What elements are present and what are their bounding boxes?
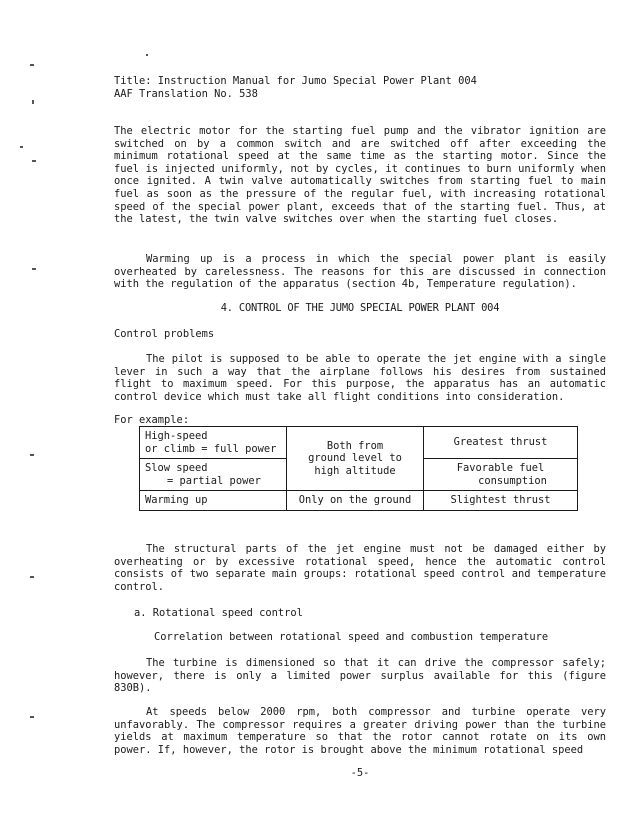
paragraph-warming-up: Warming up is a process in which the special power plant is easily overheated by carelessness. The reasons for this are discussed in connection with the regulation of the apparatus (section 4b, Temperature regulation). [114,253,606,291]
paragraph-low-speeds: At speeds below 2000 rpm, both compressor and turbine operate very unfavorably. The compressor requires a greater driving power than the turbine yields at maximum temperature so that the rotor cannot rotate on its own power. If, however, the rotor is brought above the minimum rotational speed [114,706,606,756]
document-title: Title: Instruction Manual for Jumo Special Power Plant 004 [114,75,477,87]
table-cell-altitude: Both from ground level to high altitude [287,427,424,491]
paragraph-turbine: The turbine is dimensioned so that it can drive the compressor safely; however, there is only a limited power surplus available for this (figure 830B). [114,657,606,695]
table-cell: Only on the ground [287,491,424,511]
scan-speck [30,716,34,718]
section-heading: 4. CONTROL OF THE JUMO SPECIAL POWER PLANT 004 [220,302,500,314]
paragraph-structural-parts: The structural parts of the jet engine must not be damaged either by overheating or by excessive rotational speed, hence the automatic control consists of two separate main groups: rotational speed control and temperature control. [114,543,606,593]
paragraph-pilot-control: The pilot is supposed to be able to operate the jet engine with a single lever in such a way that the airplane follows his desires from sustained flight to maximum speed. For this purpose, the apparatus has an automatic control device which must take all flight conditions into consideration. [114,353,606,403]
scan-speck [30,576,34,578]
table-cell: Slow speed = partial power [140,459,287,491]
paragraph-starting-fuel: The electric motor for the starting fuel pump and the vibrator ignition are switched on by a common switch and are switched off after exceeding the minimum rotational speed at the same time as the starting motor. Since the fuel is injected uniformly, not by cycles, it continues to burn uniformly when once ignited. A twin valve automatically switches from starting fuel to main fuel as soon as the pressure of the regular fuel, with increasing rotational speed of the special power plant, exceeds that of the starting fuel. Thus, at the latest, the twin valve switches over when the starting fuel closes. [114,125,606,226]
subsection-rotational-speed: a. Rotational speed control [134,607,303,619]
table-cell: Slightest thrust [424,491,578,511]
scan-speck [30,64,34,66]
correlation-heading: Correlation between rotational speed and combustion temperature [154,631,549,643]
table-cell: Greatest thrust [424,427,578,459]
table-cell: Favorable fuel consumption [424,459,578,491]
scan-speck [32,100,34,104]
scan-speck [32,160,36,162]
table-cell: High-speed or climb = full power [140,427,287,459]
table-cell: Warming up [140,491,287,511]
scan-speck [32,268,36,270]
flight-conditions-table [139,426,578,511]
scan-speck [146,54,148,56]
for-example-label: For example: [114,414,190,426]
scan-speck [20,146,23,148]
scan-speck [30,454,34,456]
table-row [140,491,578,511]
table-row [140,427,578,459]
page-number: -5- [350,767,370,779]
subheading-control-problems: Control problems [114,328,215,340]
translation-number: AAF Translation No. 538 [114,87,258,100]
document-header [114,75,606,100]
